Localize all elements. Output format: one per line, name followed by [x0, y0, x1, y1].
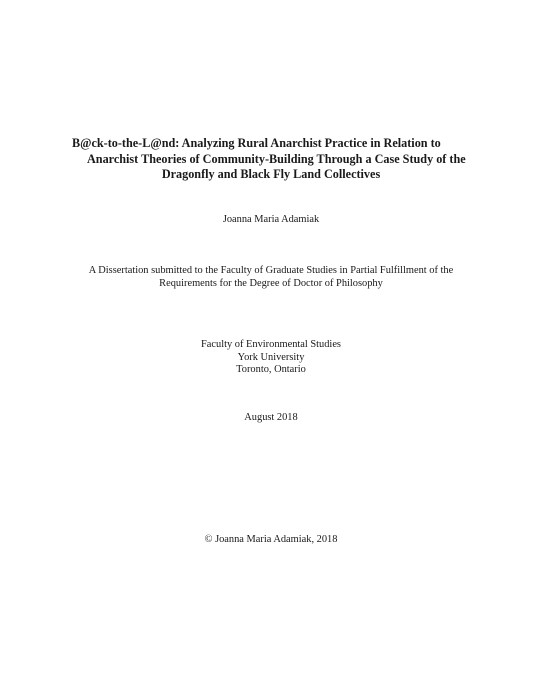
title-line-1: B@ck-to-the-L@nd: Analyzing Rural Anarchist Practice in Relation to — [72, 136, 441, 150]
title-line-3: Dragonfly and Black Fly Land Collectives — [161, 167, 381, 181]
copyright-line: © Joanna Maria Adamiak, 2018 — [204, 534, 338, 545]
submission-date — [0, 412, 542, 425]
author-name — [0, 214, 542, 227]
dissertation-title — [40, 136, 502, 183]
faculty-line: Faculty of Environmental Studies — [201, 339, 341, 350]
location-line: Toronto, Ontario — [236, 364, 306, 376]
date-line: August 2018 — [244, 412, 298, 423]
university-line: York University — [237, 351, 305, 363]
dissertation-line-2: Requirements for the Degree of Doctor of Philosophy — [159, 277, 383, 289]
dissertation-line-1: A Dissertation submitted to the Faculty of Graduate Studies in Partial Fulfillment of the — [88, 265, 454, 276]
copyright-notice — [0, 534, 542, 547]
dissertation-statement — [0, 265, 542, 290]
author-line: Joanna Maria Adamiak — [222, 214, 320, 225]
title-line-2: Anarchist Theories of Community-Building Through a Case Study of the — [87, 151, 466, 166]
institution-block — [0, 339, 542, 377]
